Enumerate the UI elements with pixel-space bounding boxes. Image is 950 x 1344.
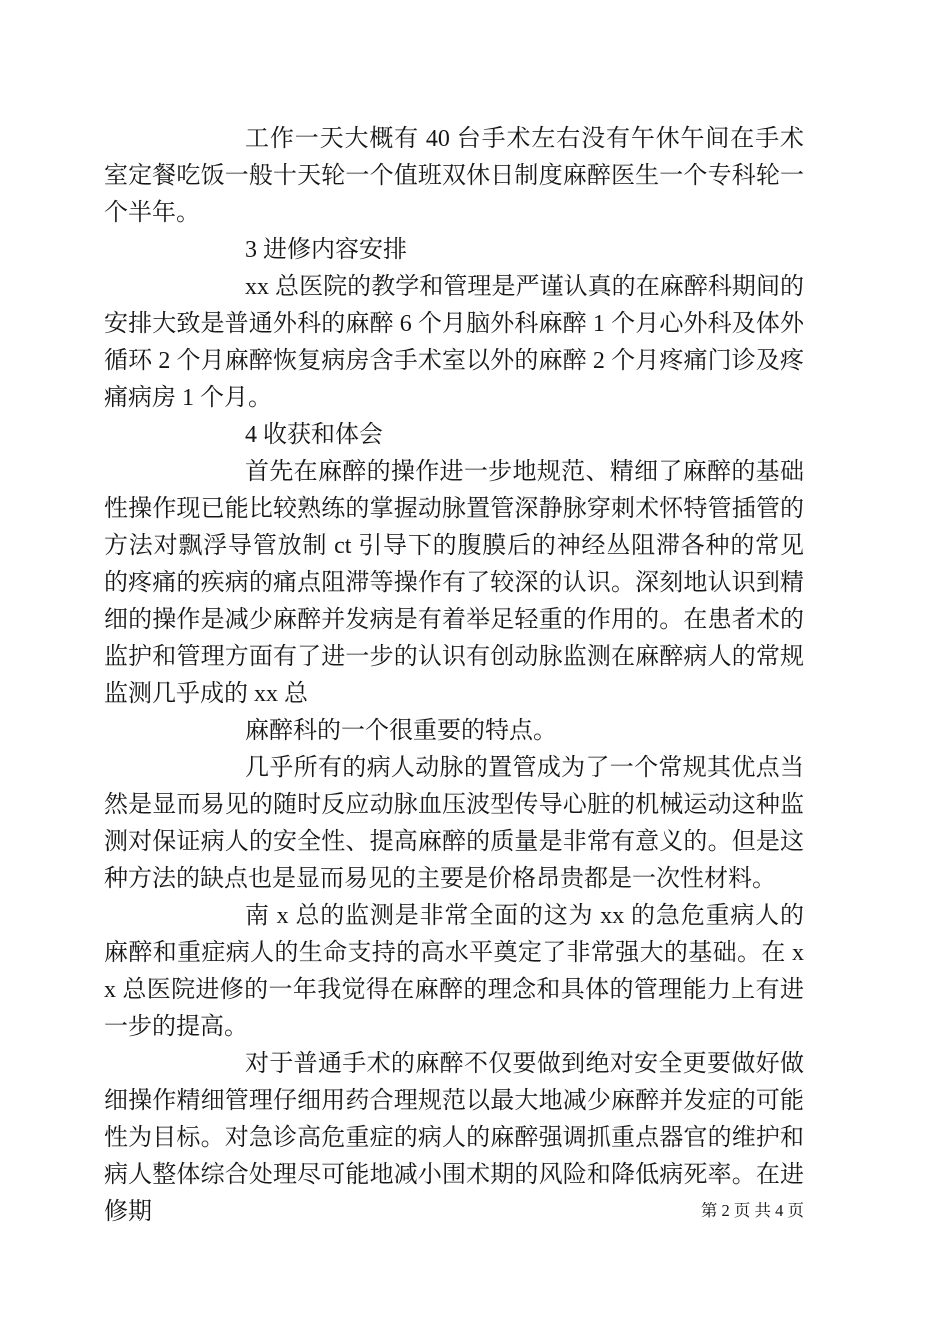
page-number-text: 第 2 页 共 4 页 <box>700 1201 804 1220</box>
page-number-footer <box>104 1199 804 1223</box>
paragraph: xx 总医院的教学和管理是严谨认真的在麻醉科期间的安排大致是普通外科的麻醉 6 个月脑外科麻醉 1 个月心外科及体外循环 2 个月麻醉恢复病房含手术室以外的麻醉 2 个月疼痛门诊及疼痛病房 1 个月。 <box>104 274 804 411</box>
paragraph: 首先在麻醉的操作进一步地规范、精细了麻醉的基础性操作现已能比较熟练的掌握动脉置管深静脉穿刺术怀特管插管的方法对飘浮导管放制 ct 引导下的腹膜后的神经丛阻滞各种的常见的疼痛的疾病的痛点阻滞等操作有了较深的认识。深刻地认识到精细的操作是减少麻醉并发病是有着举足轻重的作用的。在患者术的监护和管理方面有了进一步的认识有创动脉监测在麻醉病人的常规监测几乎成的 xx 总 <box>104 459 804 707</box>
paragraph: 麻醉科的一个很重要的特点。 <box>245 718 557 744</box>
paragraph: 几乎所有的病人动脉的置管成为了一个常规其优点当然是显而易见的随时反应动脉血压波型传导心脏的机械运动这种监测对保证病人的安全性、提高麻醉的质量是非常有意义的。但是这种方法的缺点也是显而易见的主要是价格昂贵都是一次性材料。 <box>104 755 804 892</box>
paragraph: 对于普通手术的麻醉不仅要做到绝对安全更要做好做细操作精细管理仔细用药合理规范以最大地减少麻醉并发症的可能性为目标。对急诊高危重症的病人的麻醉强调抓重点器官的维护和病人整体综合处理尽可能地减小围术期的风险和降低病死率。在进修期 <box>104 1051 804 1225</box>
section-heading: 3 进修内容安排 <box>245 237 407 263</box>
section-heading: 4 收获和体会 <box>245 422 383 448</box>
paragraph: 南 x 总的监测是非常全面的这为 xx 的急危重病人的麻醉和重症病人的生命支持的高水平奠定了非常强大的基础。在 xx 总医院进修的一年我觉得在麻醉的理念和具体的管理能力上有进一步的提高。 <box>104 903 804 1040</box>
paragraph: 工作一天大概有 40 台手术左右没有午休午间在手术室定餐吃饭一般十天轮一个值班双休日制度麻醉医生一个专科轮一个半年。 <box>104 126 804 226</box>
page-body <box>104 121 804 1231</box>
